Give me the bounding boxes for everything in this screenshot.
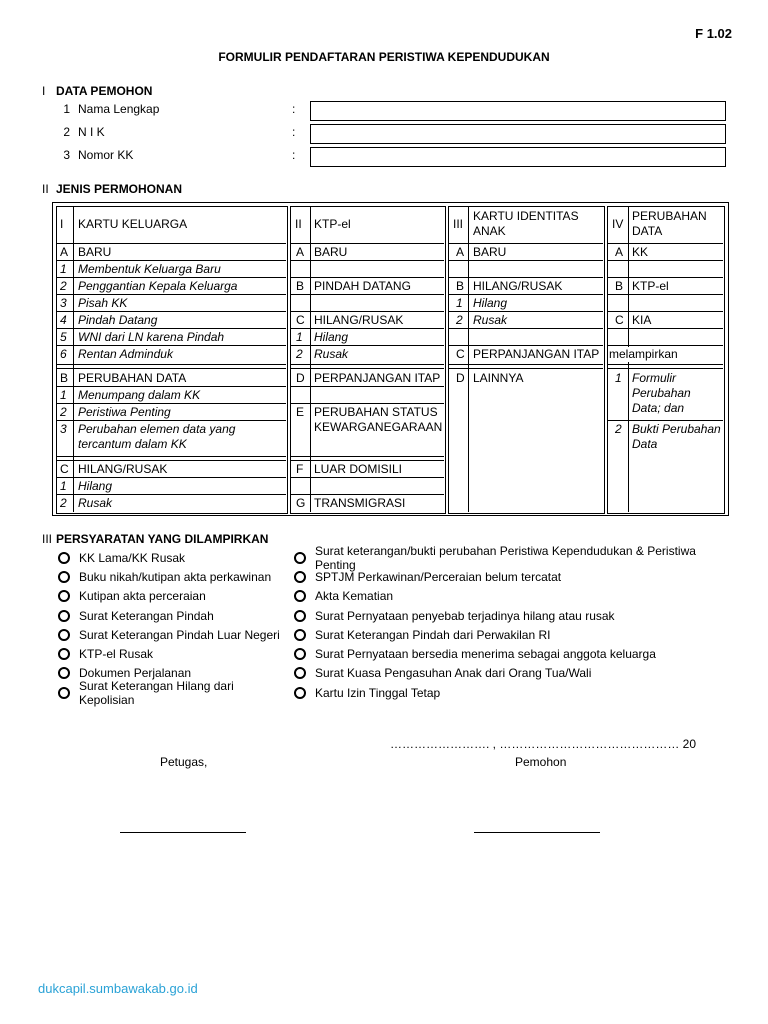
- row-code: D: [456, 371, 465, 385]
- kk-header-number: I: [60, 217, 64, 231]
- option-perubahan-elemen-data[interactable]: Perubahan elemen data yang tercantum dalam KK: [78, 422, 236, 451]
- row-line: [57, 456, 286, 457]
- row-code: 2: [456, 313, 463, 327]
- row-line: [57, 420, 286, 421]
- row-line: [449, 345, 603, 346]
- kia-code-separator: [468, 207, 469, 512]
- field-colon: :: [292, 125, 296, 139]
- requirement-label: Surat Pernyataan bersedia menerima sebagai anggota keluarga: [315, 647, 656, 662]
- field-label: Nomor KK: [78, 148, 134, 162]
- requirement-item[interactable]: [58, 587, 288, 606]
- row-line: [608, 277, 723, 278]
- section-title: DATA PEMOHON: [56, 84, 153, 98]
- requirement-label: Dokumen Perjalanan: [79, 666, 192, 681]
- row-code: 1: [60, 479, 67, 493]
- row-code: 2: [615, 422, 622, 436]
- ktp-code-separator: [310, 207, 311, 512]
- option-ktp-pindah-datang[interactable]: PINDAH DATANG: [314, 279, 411, 293]
- ktp-header-number: II: [295, 217, 302, 231]
- row-line: [608, 345, 723, 346]
- row-line: [449, 311, 603, 312]
- field-nama-lengkap: [60, 102, 730, 120]
- row-line: [57, 277, 286, 278]
- radio-circle-icon[interactable]: [294, 590, 306, 602]
- row-line: [57, 364, 286, 365]
- field-nomor-kk: [60, 148, 730, 166]
- row-code: C: [296, 313, 305, 327]
- section-number: I: [42, 84, 46, 98]
- row-line: [57, 294, 286, 295]
- row-code: 1: [615, 371, 622, 385]
- row-line: [608, 328, 723, 329]
- requirement-item[interactable]: [58, 606, 288, 625]
- requirement-item[interactable]: [58, 678, 288, 707]
- requirements-left-list: [58, 548, 288, 707]
- option-ktp-hilang-rusak[interactable]: HILANG/RUSAK: [314, 313, 404, 327]
- row-line: [57, 386, 286, 387]
- requirement-item[interactable]: [58, 625, 288, 644]
- row-code: A: [296, 245, 305, 259]
- field-number: 1: [63, 102, 70, 116]
- row-line: [291, 260, 444, 261]
- officer-signature-line[interactable]: [120, 832, 246, 833]
- lampiran-formulir-perubahan-data: Formulir Perubahan Data; dan: [632, 371, 691, 415]
- requirement-label: Surat Keterangan Pindah dari Perwakilan RI: [315, 627, 551, 642]
- requirement-item[interactable]: [58, 567, 288, 586]
- row-line: [291, 368, 444, 369]
- kk-header: KARTU KELUARGA: [78, 217, 188, 231]
- row-code: 2: [60, 496, 67, 510]
- nama-lengkap-input[interactable]: [310, 101, 726, 121]
- row-code: C: [456, 347, 465, 361]
- requirement-label: Surat Kuasa Pengasuhan Anak dari Orang Tua/Wali: [315, 666, 592, 681]
- option-pisah-kk[interactable]: Pisah KK: [78, 296, 128, 310]
- row-line: [291, 456, 444, 457]
- option-kk-hilang[interactable]: Hilang: [78, 479, 113, 493]
- requirement-item[interactable]: [294, 644, 734, 663]
- row-line: [57, 403, 286, 404]
- option-wni-dari-ln[interactable]: WNI dari LN karena Pindah: [78, 330, 225, 344]
- row-code: C: [60, 462, 69, 476]
- applicant-signature-line[interactable]: [474, 832, 600, 833]
- requirement-label: Surat Pernyataan penyebab terjadinya hilang atau rusak: [315, 608, 615, 623]
- row-code: G: [296, 496, 306, 510]
- section-data-pemohon-heading: [42, 84, 152, 98]
- section-jenis-permohonan-heading: [42, 182, 182, 196]
- row-line: [291, 386, 444, 387]
- radio-circle-icon[interactable]: [294, 571, 306, 583]
- field-colon: :: [292, 102, 296, 116]
- row-line: [291, 403, 444, 404]
- form-title: FORMULIR PENDAFTARAN PERISTIWA KEPENDUDUKAN: [218, 50, 550, 64]
- row-code: E: [296, 405, 305, 419]
- option-lainnya[interactable]: LAINNYA: [473, 371, 524, 385]
- option-peristiwa-penting[interactable]: Peristiwa Penting: [78, 405, 171, 419]
- row-code: D: [296, 371, 305, 385]
- option-luar-domisili[interactable]: LUAR DOMISILI: [314, 462, 403, 476]
- radio-circle-icon[interactable]: [294, 552, 306, 564]
- row-code: B: [456, 279, 465, 293]
- requirement-label: Kartu Izin Tinggal Tetap: [315, 685, 441, 700]
- perubahan-header: PERUBAHAN DATA: [632, 209, 707, 238]
- section-number: III: [42, 532, 53, 546]
- officer-label: Petugas,: [160, 755, 208, 769]
- row-code: 5: [60, 330, 67, 344]
- requirement-item[interactable]: [58, 644, 288, 663]
- option-kk-hilang-rusak[interactable]: HILANG/RUSAK: [78, 462, 168, 476]
- perubahan-header-number: IV: [612, 217, 624, 231]
- requirement-label: Surat keterangan/bukti perubahan Peristiwa Kependudukan & Peristiwa Penting: [315, 543, 696, 572]
- option-rentan-adminduk[interactable]: Rentan Adminduk: [78, 347, 173, 361]
- option-ktp-rusak[interactable]: Rusak: [314, 347, 349, 361]
- row-line: [291, 328, 444, 329]
- row-line: [291, 311, 444, 312]
- row-line: [291, 277, 444, 278]
- section-title: JENIS PERMOHONAN: [56, 182, 183, 196]
- option-ktp-hilang[interactable]: Hilang: [314, 330, 349, 344]
- requirement-label: KTP-el Rusak: [79, 647, 154, 662]
- requirement-item[interactable]: [294, 587, 734, 606]
- row-line: [608, 243, 723, 244]
- nik-input[interactable]: [310, 124, 726, 144]
- row-line: [608, 420, 723, 421]
- row-line: [291, 294, 444, 295]
- row-line: [291, 243, 444, 244]
- section-number: II: [42, 182, 49, 196]
- radio-circle-icon[interactable]: [58, 629, 70, 641]
- row-line: [608, 294, 723, 295]
- option-ktp-perpanjangan-itap[interactable]: PERPANJANGAN ITAP: [314, 371, 441, 385]
- kia-header-number: III: [453, 217, 464, 231]
- melampirkan-label: melampirkan: [609, 347, 722, 362]
- row-line: [57, 368, 286, 369]
- row-code: B: [296, 279, 305, 293]
- row-line: [449, 368, 603, 369]
- row-line: [608, 368, 723, 369]
- row-code: 4: [60, 313, 67, 327]
- nomor-kk-input[interactable]: [310, 147, 726, 167]
- requirement-label: Kutipan akta perceraian: [79, 589, 206, 604]
- row-line: [57, 477, 286, 478]
- row-code: B: [60, 371, 69, 385]
- kk-code-separator: [73, 207, 74, 512]
- requirement-label: Surat Keterangan Hilang dari Kepolisian: [79, 678, 234, 707]
- row-line: [449, 364, 603, 365]
- radio-circle-icon[interactable]: [58, 590, 70, 602]
- row-line: [608, 311, 723, 312]
- option-perubahan-ktp[interactable]: KTP-el: [632, 279, 669, 293]
- applicant-label: Pemohon: [515, 755, 567, 769]
- field-label: N I K: [78, 125, 105, 139]
- radio-circle-icon[interactable]: [294, 610, 306, 622]
- radio-circle-icon[interactable]: [58, 667, 70, 679]
- requirement-label: SPTJM Perkawinan/Perceraian belum tercatat: [315, 569, 562, 584]
- field-label: Nama Lengkap: [78, 102, 160, 116]
- row-line: [57, 345, 286, 346]
- row-line: [291, 460, 444, 461]
- row-line: [449, 294, 603, 295]
- option-transmigrasi[interactable]: TRANSMIGRASI: [314, 496, 406, 510]
- requirement-label: Surat Keterangan Pindah Luar Negeri: [79, 627, 280, 642]
- radio-circle-icon[interactable]: [294, 648, 306, 660]
- row-line: [57, 260, 286, 261]
- option-kia-hilang-rusak[interactable]: HILANG/RUSAK: [473, 279, 563, 293]
- option-kia-perpanjangan-itap[interactable]: PERPANJANGAN ITAP: [473, 347, 600, 361]
- field-number: 2: [63, 125, 70, 139]
- option-kia-hilang[interactable]: Hilang: [473, 296, 508, 310]
- row-code: A: [615, 245, 624, 259]
- row-code: 3: [60, 296, 67, 310]
- row-code: 6: [60, 347, 67, 361]
- ktp-header: KTP-el: [314, 217, 351, 231]
- requirement-item[interactable]: [294, 543, 734, 572]
- requirement-label: Surat Keterangan Pindah: [79, 608, 214, 623]
- row-code: 1: [456, 296, 463, 310]
- option-perubahan-data[interactable]: PERUBAHAN DATA: [78, 371, 187, 385]
- option-perubahan-kk[interactable]: KK: [632, 245, 649, 259]
- section-persyaratan-heading: [42, 532, 268, 546]
- requirement-label: Buku nikah/kutipan akta perkawinan: [79, 569, 272, 584]
- requirement-item[interactable]: [58, 548, 288, 567]
- section-title: PERSYARATAN YANG DILAMPIRKAN: [56, 532, 269, 546]
- requirement-label: Akta Kematian: [315, 589, 394, 604]
- row-line: [291, 494, 444, 495]
- row-line: [57, 494, 286, 495]
- row-code: 2: [60, 279, 67, 293]
- radio-circle-icon[interactable]: [58, 648, 70, 660]
- option-kk-baru[interactable]: BARU: [78, 245, 112, 259]
- form-code: F 1.02: [695, 26, 732, 41]
- row-code: 1: [60, 388, 67, 402]
- option-kk-rusak[interactable]: Rusak: [78, 496, 113, 510]
- row-code: 3: [60, 422, 67, 436]
- option-penggantian-kepala-keluarga[interactable]: Penggantian Kepala Keluarga: [78, 279, 238, 293]
- row-code: F: [296, 462, 304, 476]
- row-line: [449, 243, 603, 244]
- radio-circle-icon[interactable]: [58, 571, 70, 583]
- row-line: [57, 460, 286, 461]
- lampiran-bukti-perubahan-data: Bukti Perubahan Data: [632, 422, 721, 451]
- row-line: [57, 328, 286, 329]
- row-line: [57, 243, 286, 244]
- radio-circle-icon[interactable]: [294, 629, 306, 641]
- field-colon: :: [292, 148, 296, 162]
- requirement-item[interactable]: [294, 625, 734, 644]
- radio-circle-icon[interactable]: [294, 667, 306, 679]
- field-nik: [60, 125, 730, 143]
- option-pindah-datang[interactable]: Pindah Datang: [78, 313, 158, 327]
- row-line: [449, 328, 603, 329]
- row-code: A: [456, 245, 465, 259]
- row-line: [291, 477, 444, 478]
- requirement-item[interactable]: [294, 606, 734, 625]
- row-line: [291, 345, 444, 346]
- requirements-right-list: [294, 543, 734, 702]
- option-membentuk-keluarga-baru[interactable]: Membentuk Keluarga Baru: [78, 262, 221, 276]
- row-code: 2: [60, 405, 67, 419]
- option-perubahan-status-kewarganegaraan[interactable]: PERUBAHAN STATUS KEWARGANEGARAAN: [314, 405, 443, 434]
- radio-circle-icon[interactable]: [294, 687, 306, 699]
- row-code: A: [60, 245, 69, 259]
- row-code: 2: [296, 347, 303, 361]
- option-menumpang-dalam-kk[interactable]: Menumpang dalam KK: [78, 388, 201, 402]
- option-ktp-baru[interactable]: BARU: [314, 245, 348, 259]
- row-line: [291, 364, 444, 365]
- option-kia-rusak[interactable]: Rusak: [473, 313, 508, 327]
- row-line: [57, 311, 286, 312]
- radio-circle-icon[interactable]: [58, 552, 70, 564]
- row-code: B: [615, 279, 624, 293]
- row-code: C: [615, 313, 624, 327]
- option-kia-baru[interactable]: BARU: [473, 245, 507, 259]
- requirement-item[interactable]: [294, 683, 734, 702]
- place-date-line[interactable]: ……………………. , ……………………………………… 20: [390, 737, 697, 751]
- row-line: [449, 277, 603, 278]
- row-line: [608, 364, 723, 365]
- row-line: [449, 260, 603, 261]
- requirement-item[interactable]: [294, 567, 734, 586]
- radio-circle-icon[interactable]: [58, 610, 70, 622]
- requirement-label: KK Lama/KK Rusak: [79, 550, 186, 565]
- field-number: 3: [63, 148, 70, 162]
- option-perubahan-kia[interactable]: KIA: [632, 313, 652, 327]
- footer-website: dukcapil.sumbawakab.go.id: [38, 981, 198, 996]
- requirement-item[interactable]: [294, 664, 734, 683]
- radio-circle-icon[interactable]: [58, 687, 70, 699]
- row-code: 1: [296, 330, 303, 344]
- kia-header: KARTU IDENTITAS ANAK: [473, 209, 579, 238]
- row-line: [608, 260, 723, 261]
- row-code: 1: [60, 262, 67, 276]
